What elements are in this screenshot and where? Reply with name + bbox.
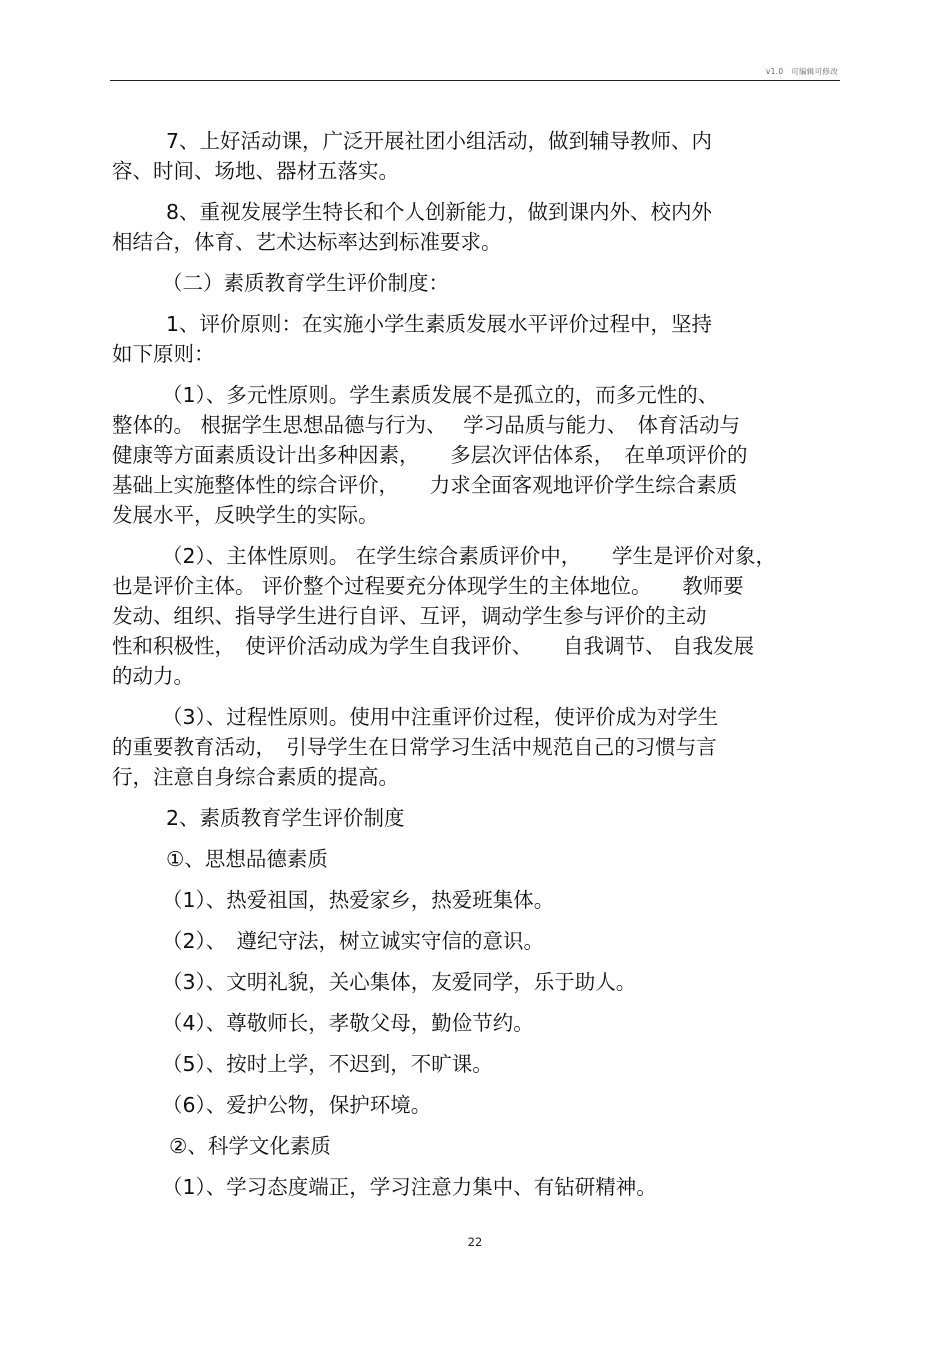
text-line: 整体的。 根据学生思想品德与行为、 学习品质与能力、 体育活动与: [112, 413, 741, 437]
paragraph-subjectivity-principle: [112, 541, 852, 691]
text-line: 健康等方面素质设计出多种因素， 多层次评估体系， 在单项评价的: [112, 443, 748, 467]
subheading-moral-quality: [112, 844, 852, 874]
text-line: 的动力。: [112, 664, 194, 688]
text-line: （二）素质教育学生评价制度：: [162, 271, 449, 295]
text-line: （5）、按时上学，不迟到，不旷课。: [162, 1052, 493, 1076]
document-body: [112, 126, 852, 1213]
text-line: 发动、组织、指导学生进行自评、互评，调动学生参与评价的主动: [112, 604, 707, 628]
text-line: 也是评价主体。 评价整个过程要充分体现学生的主体地位。 教师要: [112, 574, 744, 598]
paragraph-process-principle: [112, 702, 852, 792]
text-line: 7、上好活动课，广泛开展社团小组活动，做到辅导教师、内: [166, 129, 713, 153]
text-line: 基础上实施整体性的综合评价， 力求全面客观地评价学生综合素质: [112, 473, 738, 497]
text-line: （1）、多元性原则。学生素质发展不是孤立的，而多元性的、: [162, 383, 719, 407]
subheading-science-culture-quality: [112, 1131, 852, 1161]
paragraph-principles: [112, 309, 852, 369]
text-line: （6）、爱护公物，保护环境。: [162, 1093, 432, 1117]
text-line: 相结合，体育、艺术达标率达到标准要求。: [112, 230, 502, 254]
text-line: 2、素质教育学生评价制度: [166, 806, 405, 830]
text-line: （1）、热爱祖国，热爱家乡，热爱班集体。: [162, 888, 555, 912]
text-line: ①、思想品德素质: [166, 847, 328, 871]
paragraph-item-7: [112, 126, 852, 186]
paragraph-item-8: [112, 197, 852, 257]
section-heading-system: [112, 803, 852, 833]
text-line: 容、时间、场地、器材五落实。: [112, 159, 399, 183]
list-item: [112, 1008, 852, 1038]
list-item: [112, 1049, 852, 1079]
text-line: 如下原则：: [112, 342, 215, 366]
text-line: 行，注意自身综合素质的提高。: [112, 765, 399, 789]
list-item: [112, 1090, 852, 1120]
header-rule: [110, 80, 840, 81]
text-line: （3）、文明礼貌，关心集体，友爱同学，乐于助人。: [162, 970, 637, 994]
text-line: 8、重视发展学生特长和个人创新能力，做到课内外、校内外: [166, 200, 713, 224]
section-heading-evaluation: [112, 268, 852, 298]
list-item: [112, 926, 852, 956]
text-line: 性和积极性， 使评价活动成为学生自我评价、 自我调节、 自我发展: [112, 634, 755, 658]
text-line: （2）、主体性原则。 在学生综合素质评价中， 学生是评价对象，: [162, 544, 777, 568]
text-line: 1、评价原则：在实施小学生素质发展水平评价过程中，坚持: [166, 312, 713, 336]
text-line: ②、科学文化素质: [169, 1134, 331, 1158]
list-item: [112, 885, 852, 915]
text-line: （4）、尊敬师长，孝敬父母，勤俭节约。: [162, 1011, 534, 1035]
page-number: 22: [467, 1235, 483, 1249]
text-line: （2）、 遵纪守法，树立诚实守信的意识。: [162, 929, 545, 953]
text-line: （3）、过程性原则。使用中注重评价过程，使评价成为对学生: [162, 705, 719, 729]
paragraph-diversity-principle: [112, 380, 852, 530]
text-line: 的重要教育活动， 引导学生在日常学习生活中规范自己的习惯与言: [112, 735, 717, 759]
header-version-note: v1.0 可编辑可修改: [765, 67, 838, 76]
text-line: 发展水平，反映学生的实际。: [112, 503, 379, 527]
list-item: [112, 1172, 852, 1202]
list-item: [112, 967, 852, 997]
text-line: （1）、学习态度端正，学习注意力集中、有钻研精神。: [162, 1175, 657, 1199]
